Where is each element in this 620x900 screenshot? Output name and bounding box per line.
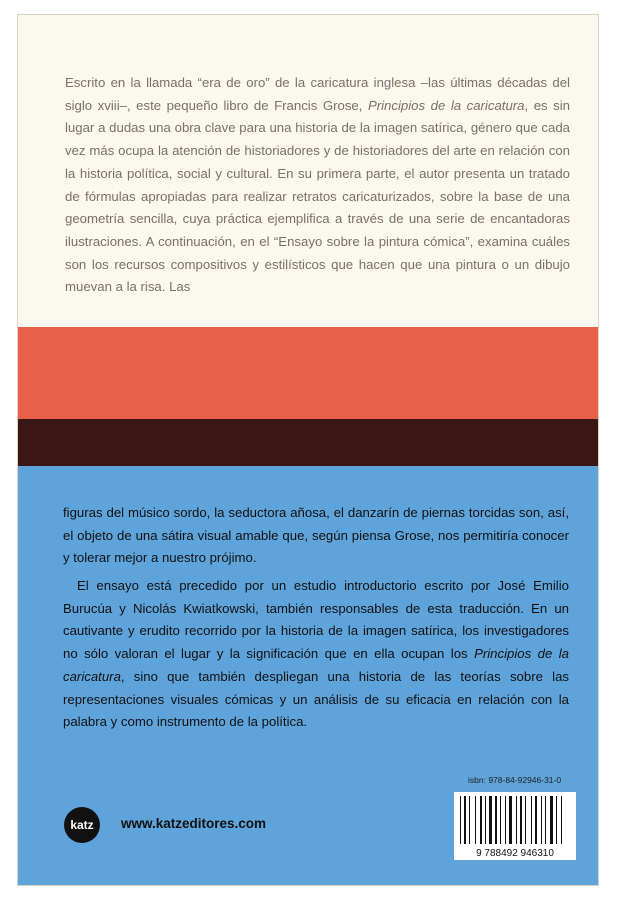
barcode-bar	[489, 796, 492, 844]
logo-text: katz	[70, 818, 94, 832]
barcode-bar	[485, 796, 486, 844]
barcode-bar	[475, 796, 476, 844]
publisher-logo	[64, 807, 100, 843]
synopsis-text-part1: Escrito en la llamada “era de oro” de la caricatura inglesa –las últimas décadas del siglo xviii–, este pequeño libro de Francis Grose,	[65, 75, 570, 113]
barcode-bar	[469, 796, 470, 844]
barcode-bar	[500, 796, 501, 844]
barcode-bar	[525, 796, 526, 844]
barcode-bar	[556, 796, 557, 844]
barcode-bar	[464, 796, 466, 844]
barcode-bar	[509, 796, 512, 844]
barcode-number: 9 788492 946310	[476, 848, 554, 859]
barcode-bar	[520, 796, 522, 844]
blue-color-band	[18, 466, 599, 886]
barcode-bar	[516, 796, 517, 844]
barcode-bar	[480, 796, 482, 844]
synopsis-paragraph-second	[63, 575, 569, 734]
publisher-website-link[interactable]: www.katzeditores.com	[121, 816, 267, 831]
book-title-italic: Principios de la caricatura	[367, 97, 525, 113]
synopsis-text-part2: , es sin lugar a dudas una obra clave para una historia de la imagen satírica, género que cada vez más ocupa la atención de historiadores y de historiadores del arte en relación con la historia política, social y cultural. En su primera parte, el autor presenta un tratado de fórmulas apropiadas para realizar retratos caricaturizados, sobre la base de una geometría sencilla, cuya práctica ejemplifica a través de una serie de encantadoras ilustraciones. A continuación, en el “Ensayo sobre la pintura cómica”, examina cuáles son los recursos compositivos y estilísticos que hacen que una pintura o un dibujo muevan a la risa. Las	[65, 97, 571, 295]
red-color-band	[18, 327, 599, 419]
barcode-bar	[531, 796, 532, 844]
barcode-bar	[545, 796, 546, 844]
second-text-part1: El ensayo está precedido por un estudio introductorio escrito por José Emilio Burucúa y Nicolás Kwiatkowski, también responsables de esta traducción. En un cautivante y erudito recorrido por la historia de la imagen satírica, los investigadores no sólo valoran el lugar y la significación que en ella ocupan los	[63, 578, 569, 662]
barcode-bar	[535, 796, 537, 844]
barcode-bar	[541, 796, 542, 844]
barcode-bar	[460, 796, 461, 844]
synopsis-paragraph-top	[65, 72, 570, 299]
book-back-cover	[17, 14, 599, 886]
book-title-italic-2: Principios de la caricatura	[63, 646, 569, 684]
barcode	[454, 792, 576, 860]
barcode-bar	[561, 796, 562, 844]
barcode-bar	[550, 796, 553, 844]
isbn-label: isbn: 978-84-92946-31-0	[468, 775, 562, 785]
second-text-part2: , sino que también despliegan una historia de las teorías sobre las representaciones visuales cómicas y un análisis de su eficacia en relación con la palabra y como instrumento de la política.	[63, 668, 569, 730]
synopsis-paragraph-continued: figuras del músico sordo, la seductora añosa, el danzarín de piernas torcidas son, así, el objeto de una sátira visual amable que, según piensa Grose, nos permitiría conocer y tolerar mejor a nuestro prójimo.	[63, 505, 569, 566]
barcode-graphic	[454, 792, 576, 860]
barcode-bar	[505, 796, 506, 844]
dark-color-band	[18, 419, 599, 466]
barcode-bar	[495, 796, 497, 844]
